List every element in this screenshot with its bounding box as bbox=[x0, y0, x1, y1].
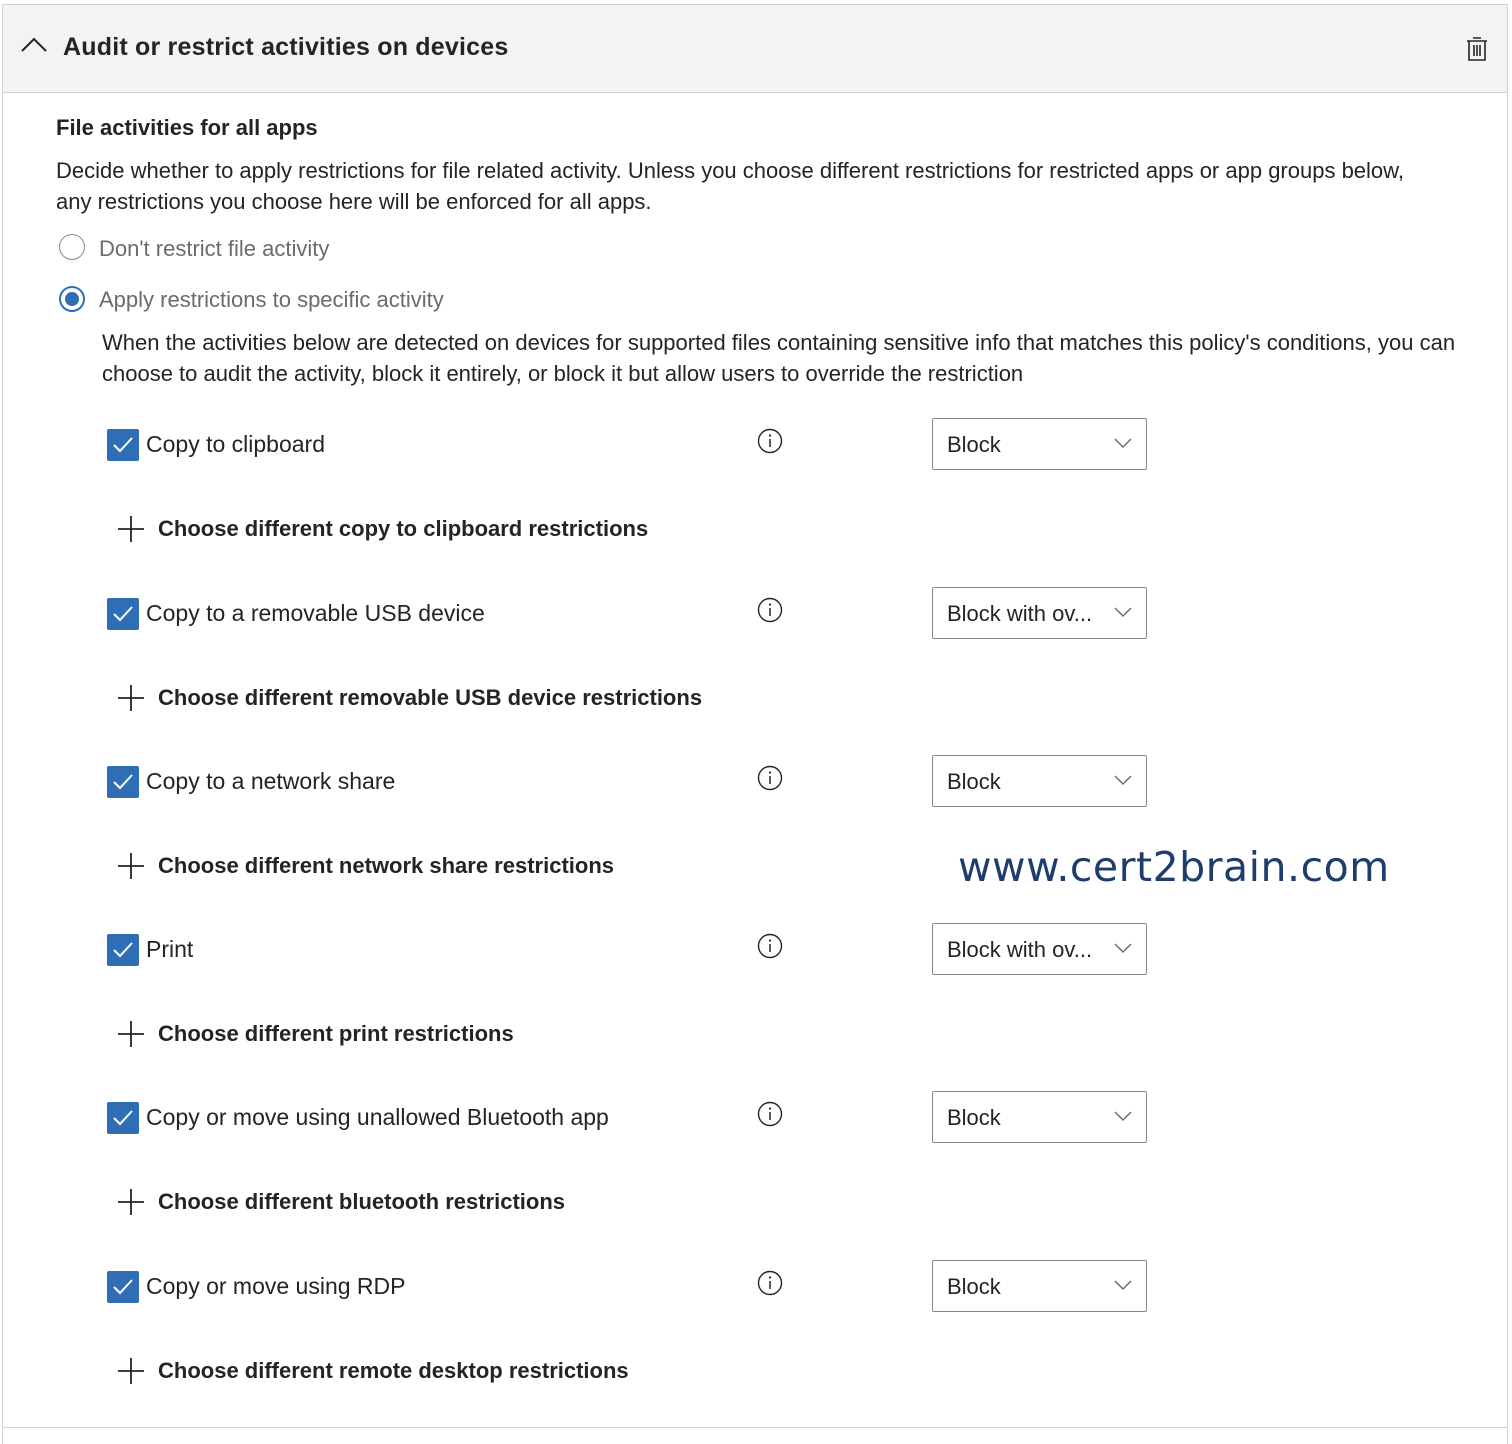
chevron-down-icon bbox=[1113, 437, 1133, 449]
plus-icon bbox=[117, 684, 145, 712]
info-icon[interactable] bbox=[757, 765, 783, 791]
chevron-up-icon[interactable] bbox=[19, 35, 49, 55]
chevron-down-icon bbox=[1113, 1110, 1133, 1122]
checkbox-rdp[interactable] bbox=[107, 1271, 139, 1303]
action-dropdown-value: Block bbox=[947, 1105, 1001, 1130]
activity-label: Copy or move using RDP bbox=[146, 1273, 406, 1299]
add-restriction-label: Choose different print restrictions bbox=[158, 1021, 514, 1046]
chevron-down-icon bbox=[1113, 942, 1133, 954]
audit-restrict-panel bbox=[2, 4, 1508, 1444]
plus-icon bbox=[117, 1357, 145, 1385]
action-dropdown[interactable] bbox=[932, 1091, 1147, 1143]
activity-label: Print bbox=[146, 936, 194, 962]
radio-apply-restrictions-label[interactable]: Apply restrictions to specific activity bbox=[99, 287, 444, 312]
info-icon[interactable] bbox=[757, 597, 783, 623]
info-icon[interactable] bbox=[757, 1270, 783, 1296]
activity-row-network-share bbox=[3, 755, 1507, 811]
checkbox-copy-clipboard[interactable] bbox=[107, 429, 139, 461]
action-dropdown[interactable] bbox=[932, 587, 1147, 639]
action-dropdown-value: Block with ov... bbox=[947, 937, 1093, 962]
radio-dont-restrict-label[interactable]: Don't restrict file activity bbox=[99, 236, 330, 261]
activity-row-rdp bbox=[3, 1260, 1507, 1316]
action-dropdown-value: Block bbox=[947, 1274, 1001, 1299]
radio-dont-restrict[interactable] bbox=[59, 234, 85, 260]
activity-row-copy-clipboard bbox=[3, 418, 1507, 474]
add-restriction-label: Choose different remote desktop restrictions bbox=[158, 1358, 629, 1383]
add-restriction-label: Choose different network share restrictions bbox=[158, 853, 614, 878]
activity-label: Copy to clipboard bbox=[146, 431, 325, 457]
apply-restrictions-description: When the activities below are detected on devices for supported files containing sensitive info that matches this policy's conditions, you can choose to audit the activity, block it entirely, or block it but allow users to override the restriction bbox=[102, 330, 1456, 386]
action-dropdown[interactable] bbox=[932, 755, 1147, 807]
checkbox-print[interactable] bbox=[107, 934, 139, 966]
chevron-down-icon bbox=[1113, 1279, 1133, 1291]
divider bbox=[3, 1427, 1507, 1428]
activity-label: Copy or move using unallowed Bluetooth app bbox=[146, 1104, 609, 1130]
action-dropdown-value: Block bbox=[947, 432, 1001, 457]
trash-icon[interactable] bbox=[1465, 35, 1489, 63]
plus-icon bbox=[117, 1188, 145, 1216]
chevron-down-icon bbox=[1113, 774, 1133, 786]
activity-row-usb bbox=[3, 587, 1507, 643]
info-icon[interactable] bbox=[757, 428, 783, 454]
action-dropdown-value: Block with ov... bbox=[947, 601, 1093, 626]
info-icon[interactable] bbox=[757, 1101, 783, 1127]
activity-label: Copy to a network share bbox=[146, 768, 396, 794]
add-restriction-label: Choose different copy to clipboard restrictions bbox=[158, 516, 649, 541]
checkbox-bluetooth[interactable] bbox=[107, 1102, 139, 1134]
panel-header[interactable] bbox=[3, 5, 1507, 93]
action-dropdown-value: Block bbox=[947, 769, 1001, 794]
action-dropdown[interactable] bbox=[932, 923, 1147, 975]
panel-title: Audit or restrict activities on devices bbox=[63, 33, 509, 61]
activity-row-bluetooth bbox=[3, 1091, 1507, 1147]
plus-icon bbox=[117, 852, 145, 880]
action-dropdown[interactable] bbox=[932, 418, 1147, 470]
activity-label: Copy to a removable USB device bbox=[146, 600, 485, 626]
section-title: File activities for all apps bbox=[56, 115, 318, 140]
chevron-down-icon bbox=[1113, 606, 1133, 618]
radio-apply-restrictions[interactable] bbox=[59, 286, 85, 312]
watermark: www.cert2brain.com bbox=[958, 843, 1390, 891]
checkbox-usb[interactable] bbox=[107, 598, 139, 630]
info-icon[interactable] bbox=[757, 933, 783, 959]
add-restriction-label: Choose different bluetooth restrictions bbox=[158, 1189, 566, 1214]
activity-row-print bbox=[3, 923, 1507, 979]
plus-icon bbox=[117, 1020, 145, 1048]
action-dropdown[interactable] bbox=[932, 1260, 1147, 1312]
plus-icon bbox=[117, 515, 145, 543]
checkbox-network-share[interactable] bbox=[107, 766, 139, 798]
add-restriction-label: Choose different removable USB device restrictions bbox=[158, 685, 703, 710]
section-description: Decide whether to apply restrictions for file related activity. Unless you choose different restrictions for restricted apps or app groups below, any restrictions you choose here will be enforced for all apps. bbox=[56, 158, 1404, 214]
